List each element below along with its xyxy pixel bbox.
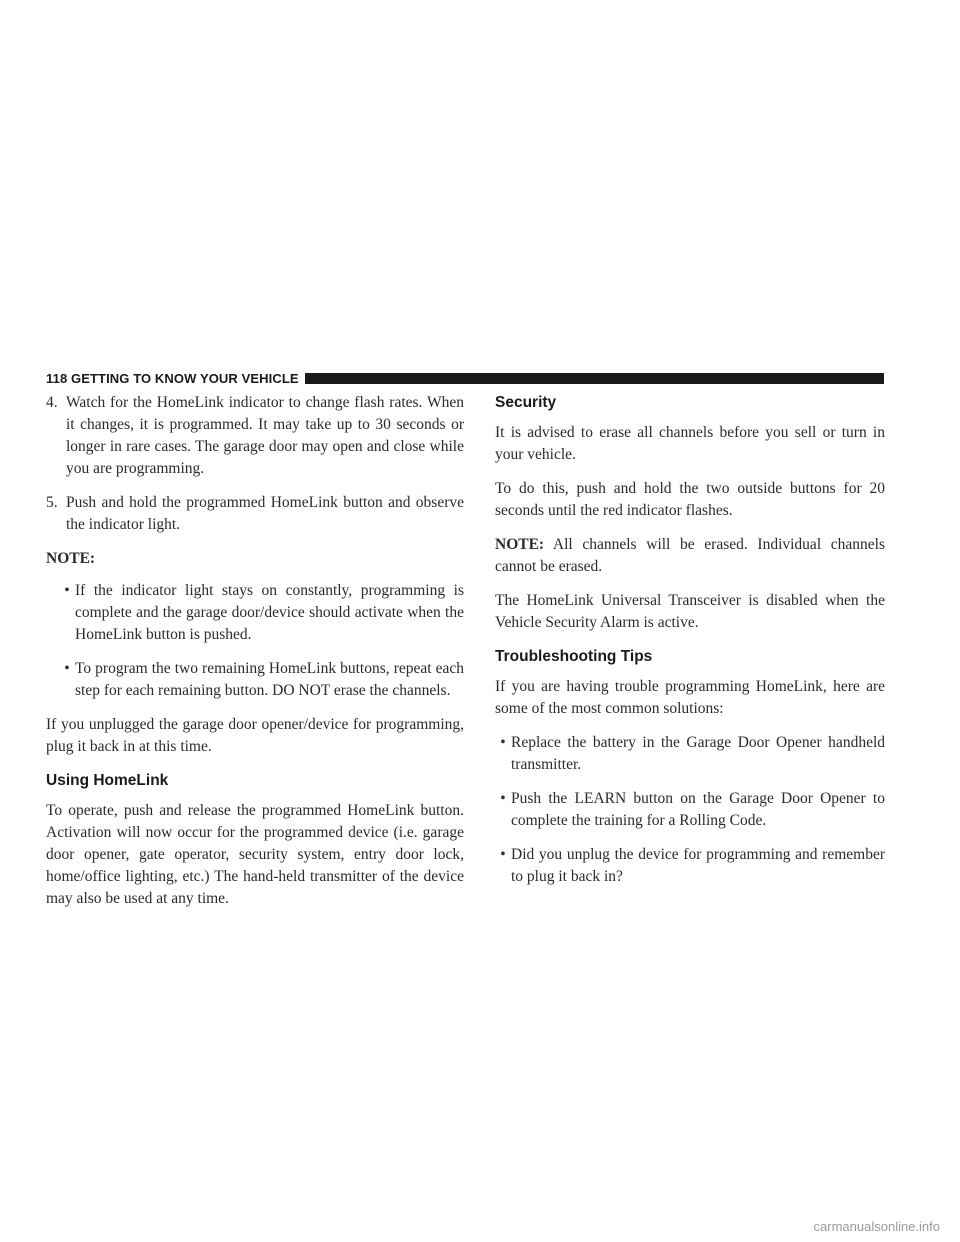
step-text: Push and hold the programmed HomeLink button and observe the indicator light.: [66, 494, 464, 533]
security-paragraph-2: To do this, push and hold the two outside buttons for 20 seconds until the red indicator flashes.: [495, 480, 885, 519]
security-paragraph-3: The HomeLink Universal Transceiver is disabled when the Vehicle Security Alarm is active.: [495, 592, 885, 631]
section-title: GETTING TO KNOW YOUR VEHICLE: [71, 371, 299, 386]
bullet-glyph: •: [500, 734, 506, 751]
security-paragraph-1: It is advised to erase all channels before you sell or turn in your vehicle.: [495, 424, 885, 463]
bullet-glyph: •: [500, 846, 506, 863]
right-column: [495, 392, 885, 900]
note-label: NOTE:: [495, 536, 545, 553]
note-bullet: [59, 580, 464, 646]
note-text: All channels will be erased. Individual channels cannot be erased.: [495, 536, 886, 575]
step-5: [46, 492, 464, 536]
page-number: 118: [46, 371, 68, 386]
troubleshooting-intro: If you are having trouble programming HomeLink, here are some of the most common solutions:: [495, 678, 885, 717]
unplugged-paragraph: If you unplugged the garage door opener/device for programming, plug it back in at this time.: [46, 716, 464, 755]
bullet-text: Push the LEARN button on the Garage Door Opener to complete the training for a Rolling Code.: [511, 790, 885, 829]
bullet-glyph: •: [500, 790, 506, 807]
page-header-text: [46, 371, 305, 386]
watermark: carmanualsonline.info: [813, 1219, 940, 1234]
bullet-glyph: •: [64, 660, 70, 677]
bullet-text: Did you unplug the device for programming and remember to plug it back in?: [511, 846, 885, 885]
security-note: [495, 534, 885, 578]
using-homelink-heading: Using HomeLink: [46, 772, 169, 789]
tip-bullet: [495, 788, 885, 832]
using-homelink-paragraph: To operate, push and release the programmed HomeLink button. Activation will now occur for the programmed device (i.e. garage door opener, gate operator, security system, entry door lock, home/office lighting, etc.) The hand-held transmitter of the device may also be used at any time.: [46, 802, 464, 907]
security-heading: Security: [495, 394, 557, 411]
step-text: Watch for the HomeLink indicator to change flash rates. When it changes, it is programmed. It may take up to 30 seconds or longer in rare cases. The garage door may open and close while you are programming.: [66, 394, 464, 477]
bullet-text: Replace the battery in the Garage Door Opener handheld transmitter.: [511, 734, 885, 773]
troubleshooting-heading: Troubleshooting Tips: [495, 648, 653, 665]
note-label: NOTE:: [46, 550, 96, 567]
bullet-text: To program the two remaining HomeLink buttons, repeat each step for each remaining button. DO NOT erase the channels.: [75, 660, 464, 699]
page-header: [46, 370, 884, 387]
tip-bullet: [495, 844, 885, 888]
step-number: 5.: [46, 494, 58, 511]
step-4: [46, 392, 464, 480]
left-column: [46, 392, 464, 922]
bullet-text: If the indicator light stays on constantly, programming is complete and the garage door/device should activate when the HomeLink button is pushed.: [75, 582, 464, 643]
tip-bullet: [495, 732, 885, 776]
step-number: 4.: [46, 394, 58, 411]
bullet-glyph: •: [64, 582, 70, 599]
note-bullet: [59, 658, 464, 702]
header-rule: [305, 373, 884, 384]
